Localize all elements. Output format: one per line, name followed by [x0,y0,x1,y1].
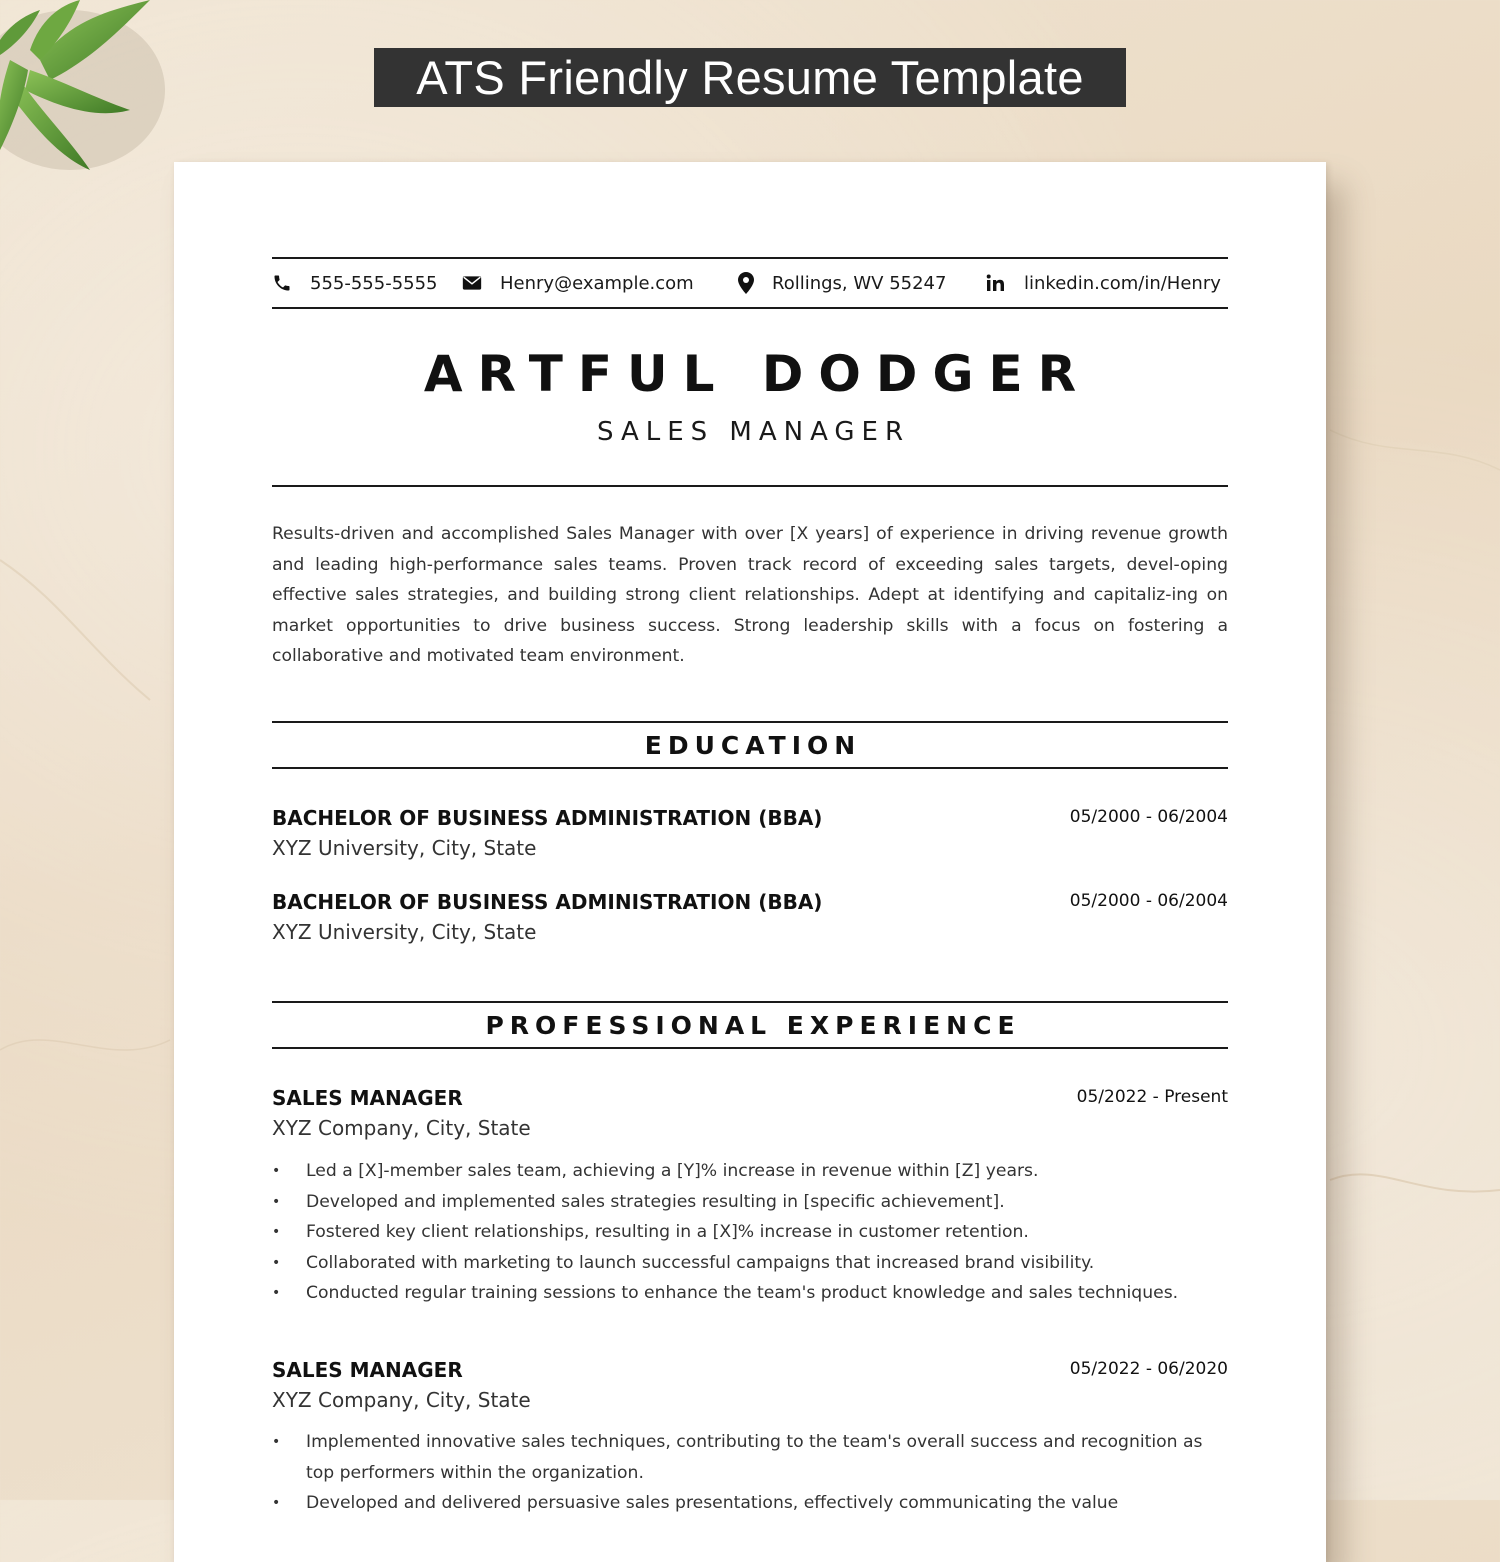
education-school: XYZ University, City, State [272,920,537,944]
header-divider [272,485,1228,487]
experience-role: SALES MANAGER [272,1358,463,1382]
contact-phone [272,270,438,296]
bullet-item: • Conducted regular training sessions to enhance the team's product knowledge and sales techniques. [272,1278,1232,1309]
education-top-rule [272,721,1228,723]
experience-bottom-rule [272,1047,1228,1049]
contact-location [738,270,946,296]
contact-top-rule [272,257,1228,259]
experience-bullets [272,1427,1232,1519]
experience-dates: 05/2022 - Present [1076,1087,1228,1107]
experience-dates: 05/2022 - 06/2020 [1069,1359,1228,1379]
candidate-title: SALES MANAGER [596,417,911,447]
summary-paragraph: Results-driven and accomplished Sales Manager with over [X years] of experience in driving revenue growth and leading high-performance sales teams. Proven track record of exceeding sales targets, devel-oping effective sales strategies, and building strong client relationships. Adept at identifying and capitaliz-ing on market opportunities to drive business success. Strong leadership skills with a focus on fostering a collaborative and motivated team environment. [272,524,1228,667]
candidate-name: ARTFUL DODGER [423,345,1092,403]
bullet-item: • Led a [X]-member sales team, achieving a [Y]% increase in revenue within [Z] years. [272,1156,1232,1187]
plant-decoration [0,0,200,180]
education-degree: BACHELOR OF BUSINESS ADMINISTRATION (BBA) [272,890,823,914]
contact-email [462,270,694,296]
email-text[interactable]: Henry@example.com [500,272,694,294]
education-dates: 05/2000 - 06/2004 [1069,807,1228,827]
linkedin-text[interactable]: linkedin.com/in/Henry [1024,272,1221,294]
contact-linkedin [986,270,1221,296]
linkedin-icon [986,274,1006,292]
bullet-item: • Implemented innovative sales techniques, contributing to the team's overall success and recognition as top performers within the organization. [272,1427,1232,1488]
bullet-item: • Developed and delivered persuasive sales presentations, effectively communicating the value [272,1488,1232,1519]
education-heading: EDUCATION [644,731,862,760]
phone-text[interactable]: 555-555-5555 [310,272,438,294]
experience-bullets [272,1156,1232,1309]
contact-bottom-rule [272,307,1228,309]
education-degree: BACHELOR OF BUSINESS ADMINISTRATION (BBA) [272,806,823,830]
experience-top-rule [272,1001,1228,1003]
phone-icon [272,273,292,293]
experience-heading: PROFESSIONAL EXPERIENCE [485,1011,1021,1040]
map-pin-icon [738,272,754,294]
experience-company: XYZ Company, City, State [272,1116,531,1140]
envelope-icon [462,275,482,291]
experience-role: SALES MANAGER [272,1086,463,1110]
education-bottom-rule [272,767,1228,769]
location-text: Rollings, WV 55247 [772,272,947,294]
education-dates: 05/2000 - 06/2004 [1069,891,1228,911]
bullet-item: • Fostered key client relationships, resulting in a [X]% increase in customer retention. [272,1217,1232,1248]
resume-page [174,162,1326,1562]
education-school: XYZ University, City, State [272,836,537,860]
banner-title: ATS Friendly Resume Template [374,48,1126,107]
experience-company: XYZ Company, City, State [272,1388,531,1412]
bullet-item: • Collaborated with marketing to launch successful campaigns that increased brand visibility. [272,1248,1232,1279]
bullet-item: • Developed and implemented sales strategies resulting in [specific achievement]. [272,1187,1232,1218]
